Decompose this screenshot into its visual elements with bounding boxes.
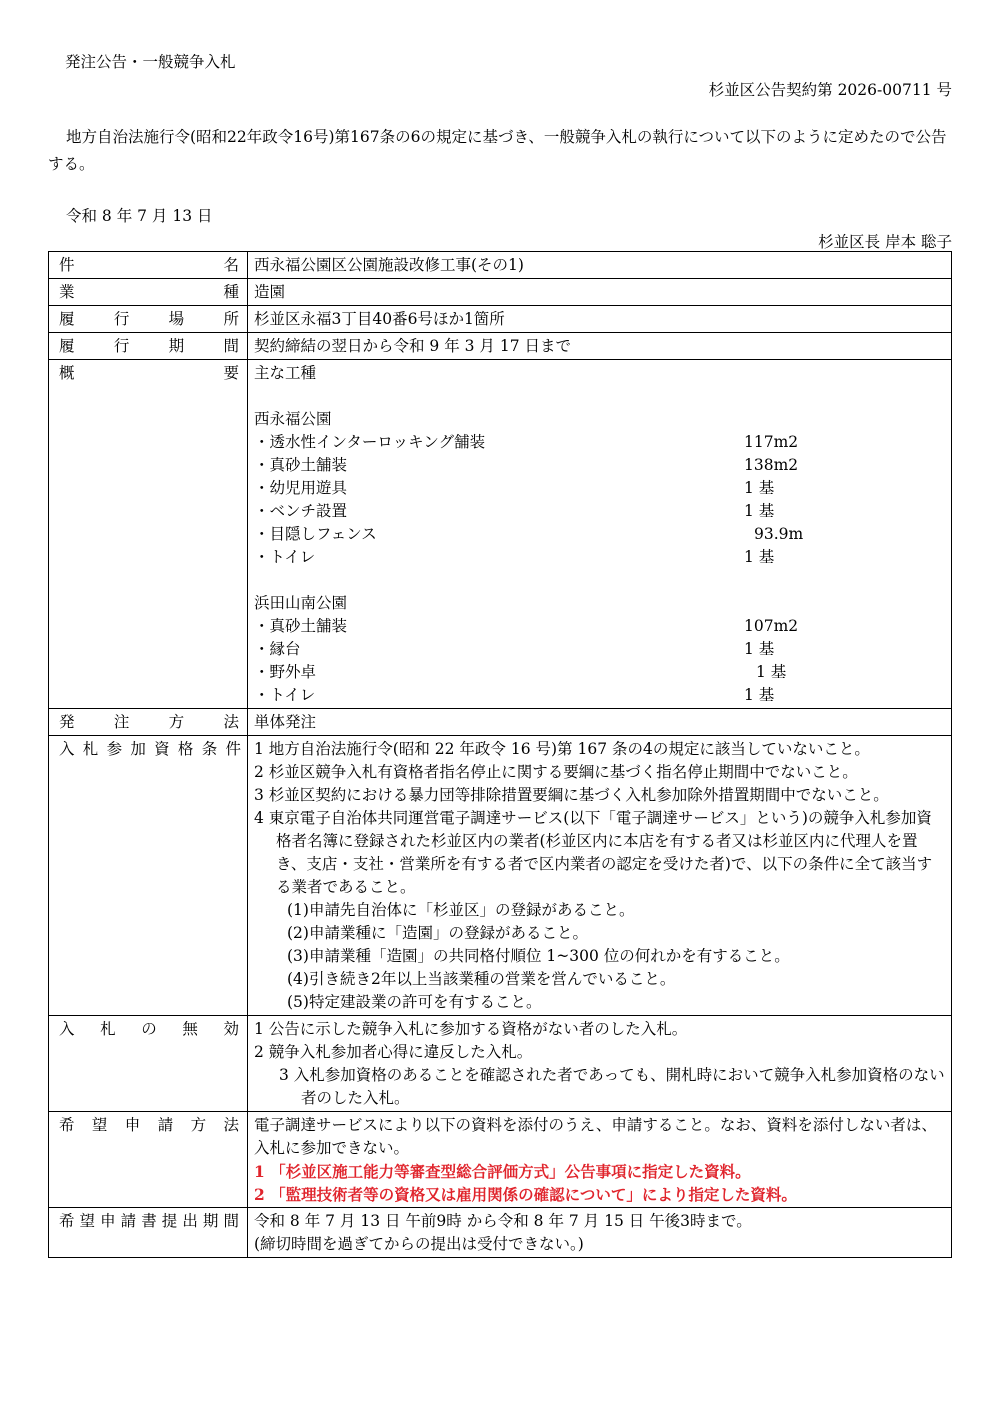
- list-item: 1 地方自治法施行令(昭和 22 年政令 16 号)第 167 条の4の規定に該当していないこと。: [254, 740, 870, 758]
- work-item: ・縁台: [254, 640, 301, 658]
- label-category: 業種: [49, 279, 248, 306]
- work-qty: 138m2: [744, 456, 799, 474]
- list-item: (2)申請業種に「造園」の登録があること。: [287, 924, 588, 942]
- work-qty: 117m2: [744, 433, 799, 451]
- work-item: ・真砂土舗装: [254, 456, 348, 474]
- list-item: (4)引き続き2年以上当該業種の営業を営んでいること。: [287, 970, 676, 988]
- work-qty: 1 基: [744, 686, 775, 704]
- table-row-invalid: [49, 1016, 952, 1112]
- park-name: 浜田山南公園: [254, 594, 348, 612]
- value-name: 西永福公園区公園施設改修工事(その1): [248, 252, 952, 279]
- table-row-overview: [49, 360, 952, 709]
- table-row-method: [49, 709, 952, 736]
- work-qty: 1 基: [756, 663, 787, 681]
- work-qty: 1 基: [744, 548, 775, 566]
- label-method: 発注方法: [49, 709, 248, 736]
- table-row-qualification: [49, 736, 952, 1016]
- table-row-submission: [49, 1208, 952, 1258]
- value-invalid: [248, 1016, 952, 1112]
- table-row-location: [49, 306, 952, 333]
- work-item: ・トイレ: [254, 686, 316, 704]
- application-text: 電子調達サービスにより以下の資料を添付のうえ、申請すること。なお、資料を添付しない者は、入札に参加できない。: [254, 1116, 937, 1157]
- list-item: 4 東京電子自治体共同運営電子調達サービス(以下「電子調達サービス」という)の競争入札参加資格者名簿に登録された杉並区内の業者(杉並区内に本店を有する者又は杉並区内に代理人を置き、支店・支社・営業所を有する者で区内業者の認定を受けた者)で、以下の条件に全て該当する業者であること。: [254, 809, 933, 896]
- value-application: [248, 1112, 952, 1208]
- list-item: [254, 661, 945, 684]
- work-item: ・幼児用遊具: [254, 479, 348, 497]
- label-location: 履行場所: [49, 306, 248, 333]
- submission-period: 令和 8 年 7 月 13 日 午前9時 から令和 8 年 7 月 15 日 午後3時まで。: [254, 1212, 752, 1230]
- work-item: ・ベンチ設置: [254, 502, 348, 520]
- value-method: 単体発注: [248, 709, 952, 736]
- park-name: 西永福公園: [254, 410, 332, 428]
- list-item: [254, 546, 945, 569]
- label-submission: 希望申請書提出期間: [49, 1208, 248, 1258]
- notice-date: 令和 8 年 7 月 13 日: [66, 207, 213, 225]
- list-item: 3 入札参加資格のあることを確認された者であっても、開札時において競争入札参加資格のない者のした入札。: [279, 1066, 945, 1107]
- list-item: 2 競争入札参加者心得に違反した入札。: [254, 1043, 533, 1061]
- required-document-item: 1 「杉並区施工能力等審査型総合評価方式」公告事項に指定した資料。: [254, 1162, 751, 1181]
- label-application: 希望申請方法: [49, 1112, 248, 1208]
- work-qty: 1 基: [744, 502, 775, 520]
- list-item: [254, 431, 945, 454]
- work-item: ・真砂土舗装: [254, 617, 348, 635]
- value-category: 造園: [248, 279, 952, 306]
- mayor-signature: 杉並区長 岸本 聡子: [818, 233, 952, 251]
- label-qualification: 入札参加資格条件: [49, 736, 248, 1016]
- intro-paragraph: 地方自治法施行令(昭和22年政令16号)第167条の6の規定に基づき、一般競争入札の執行について以下のように定めたので公告する。: [48, 128, 947, 173]
- table-row-name: [49, 252, 952, 279]
- list-item: [254, 523, 945, 546]
- list-item: 2 杉並区競争入札有資格者指名停止に関する要綱に基づく指名停止期間中でないこと。: [254, 763, 858, 781]
- work-item: ・野外卓: [254, 663, 317, 681]
- bid-info-table: [48, 251, 952, 1258]
- work-qty: 93.9m: [754, 525, 804, 543]
- notice-number: 杉並区公告契約第 2026-00711 号: [708, 81, 952, 99]
- list-item: [254, 638, 945, 661]
- label-name: 件名: [49, 252, 248, 279]
- list-item: 3 杉並区契約における暴力団等排除措置要綱に基づく入札参加除外措置期間中でないこと。: [254, 786, 889, 804]
- value-submission: [248, 1208, 952, 1258]
- value-overview: [248, 360, 952, 709]
- list-item: [254, 454, 945, 477]
- work-item: ・透水性インターロッキング舗装: [254, 433, 486, 451]
- submission-note: (締切時間を過ぎてからの提出は受付できない。): [254, 1235, 584, 1253]
- work-item: ・トイレ: [254, 548, 316, 566]
- list-item: [254, 615, 945, 638]
- list-item: 1 公告に示した競争入札に参加する資格がない者のした入札。: [254, 1020, 688, 1038]
- value-location: 杉並区永福3丁目40番6号ほか1箇所: [248, 306, 952, 333]
- list-item: [254, 477, 945, 500]
- label-invalid: 入札の無効: [49, 1016, 248, 1112]
- label-period: 履行期間: [49, 333, 248, 360]
- list-item: (3)申請業種「造園」の共同格付順位 1~300 位の何れかを有すること。: [287, 947, 790, 965]
- list-item: [254, 500, 945, 523]
- work-qty: 1 基: [744, 479, 775, 497]
- notice-type: 発注公告・一般競争入札: [65, 53, 236, 71]
- table-row-application: [49, 1112, 952, 1208]
- overview-heading: 主な工種: [254, 364, 317, 382]
- work-item: ・目隠しフェンス: [254, 525, 377, 543]
- work-qty: 107m2: [744, 617, 799, 635]
- table-row-period: [49, 333, 952, 360]
- work-qty: 1 基: [744, 640, 775, 658]
- list-item: [254, 684, 945, 707]
- required-document-item: 2 「監理技術者等の資格又は雇用関係の確認について」により指定した資料。: [254, 1185, 797, 1204]
- list-item: (5)特定建設業の許可を有すること。: [287, 993, 542, 1011]
- table-row-category: [49, 279, 952, 306]
- label-overview: 概要: [49, 360, 248, 709]
- list-item: (1)申請先自治体に「杉並区」の登録があること。: [287, 901, 635, 919]
- value-qualification: [248, 736, 952, 1016]
- value-period: 契約締結の翌日から令和 9 年 3 月 17 日まで: [248, 333, 952, 360]
